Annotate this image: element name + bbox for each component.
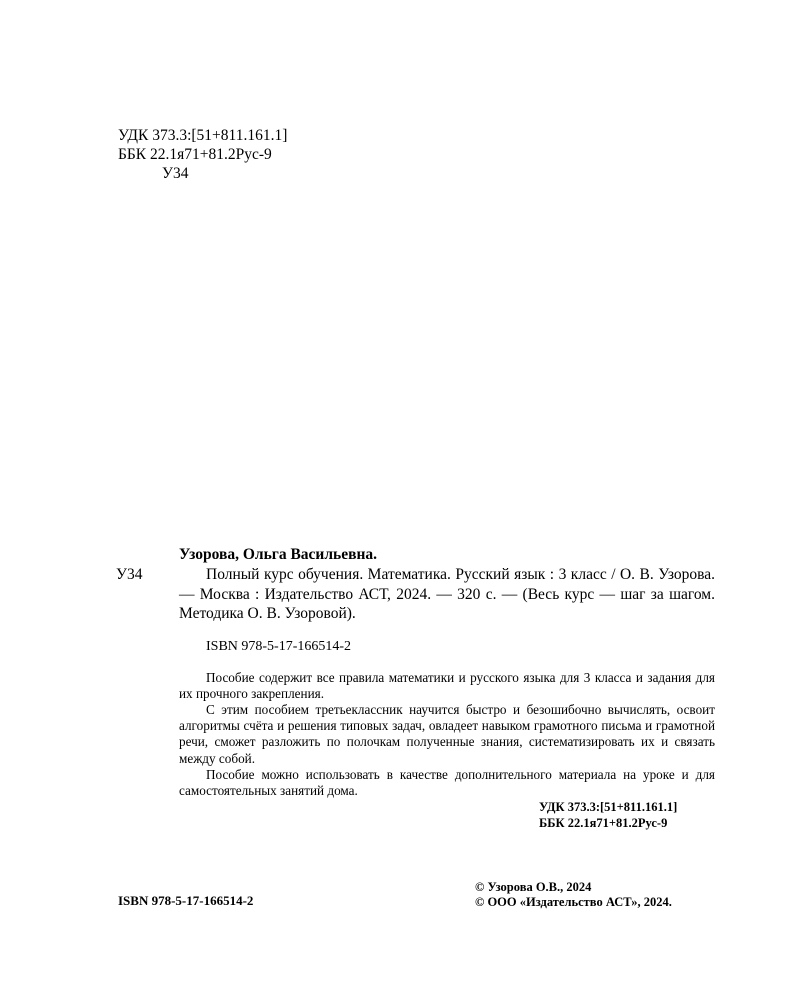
annotation-paragraph: Пособие можно использовать в качестве дополнительного материала на уроке и для самостоятельных занятий дома. [179, 766, 715, 798]
record-author: Узорова, Ольга Васильевна. [179, 546, 378, 563]
record-isbn: ISBN 978-5-17-166514-2 [206, 638, 352, 654]
record-description-row [116, 565, 716, 624]
annotation-codes [179, 799, 715, 831]
copyright-author: © Узорова О.В., 2024 [475, 880, 592, 894]
record-description-text: Полный курс обучения. Математика. Русский язык : 3 класс / О. В. Узорова. — Москва : Издательство АСТ, 2024. — 320 с. — (Весь курс — шаг за шагом. Методика О. В. Узоровой). [179, 566, 715, 622]
annotation-paragraph: С этим пособием третьеклассник научится быстро и безошибочно вычислять, освоит алгоритмы счёта и решения типовых задач, овладеет навыком грамотного письма и грамотной речи, сможет разложить по полочкам полученные знания, систематизировать их и связать между собой. [179, 701, 715, 766]
record-code: У34 [116, 566, 143, 583]
footer-isbn: ISBN 978-5-17-166514-2 [118, 893, 254, 908]
author-mark: У34 [162, 165, 189, 182]
bbk-code: ББК 22.1я71+81.2Рус-9 [118, 146, 272, 163]
annotation-udk: УДК 373.3:[51+811.161.1] [539, 800, 678, 815]
annotation [179, 670, 715, 800]
annotation-bbk: ББК 22.1я71+81.2Рус-9 [539, 816, 668, 831]
record-description [179, 565, 715, 624]
udk-code: УДК 373.3:[51+811.161.1] [118, 127, 288, 144]
annotation-paragraph: Пособие содержит все правила математики и русского языка для 3 класса и задания для их прочного закрепления. [179, 669, 715, 701]
bibliographic-record [116, 544, 716, 831]
copyright-publisher: © ООО «Издательство АСТ», 2024. [475, 895, 672, 909]
